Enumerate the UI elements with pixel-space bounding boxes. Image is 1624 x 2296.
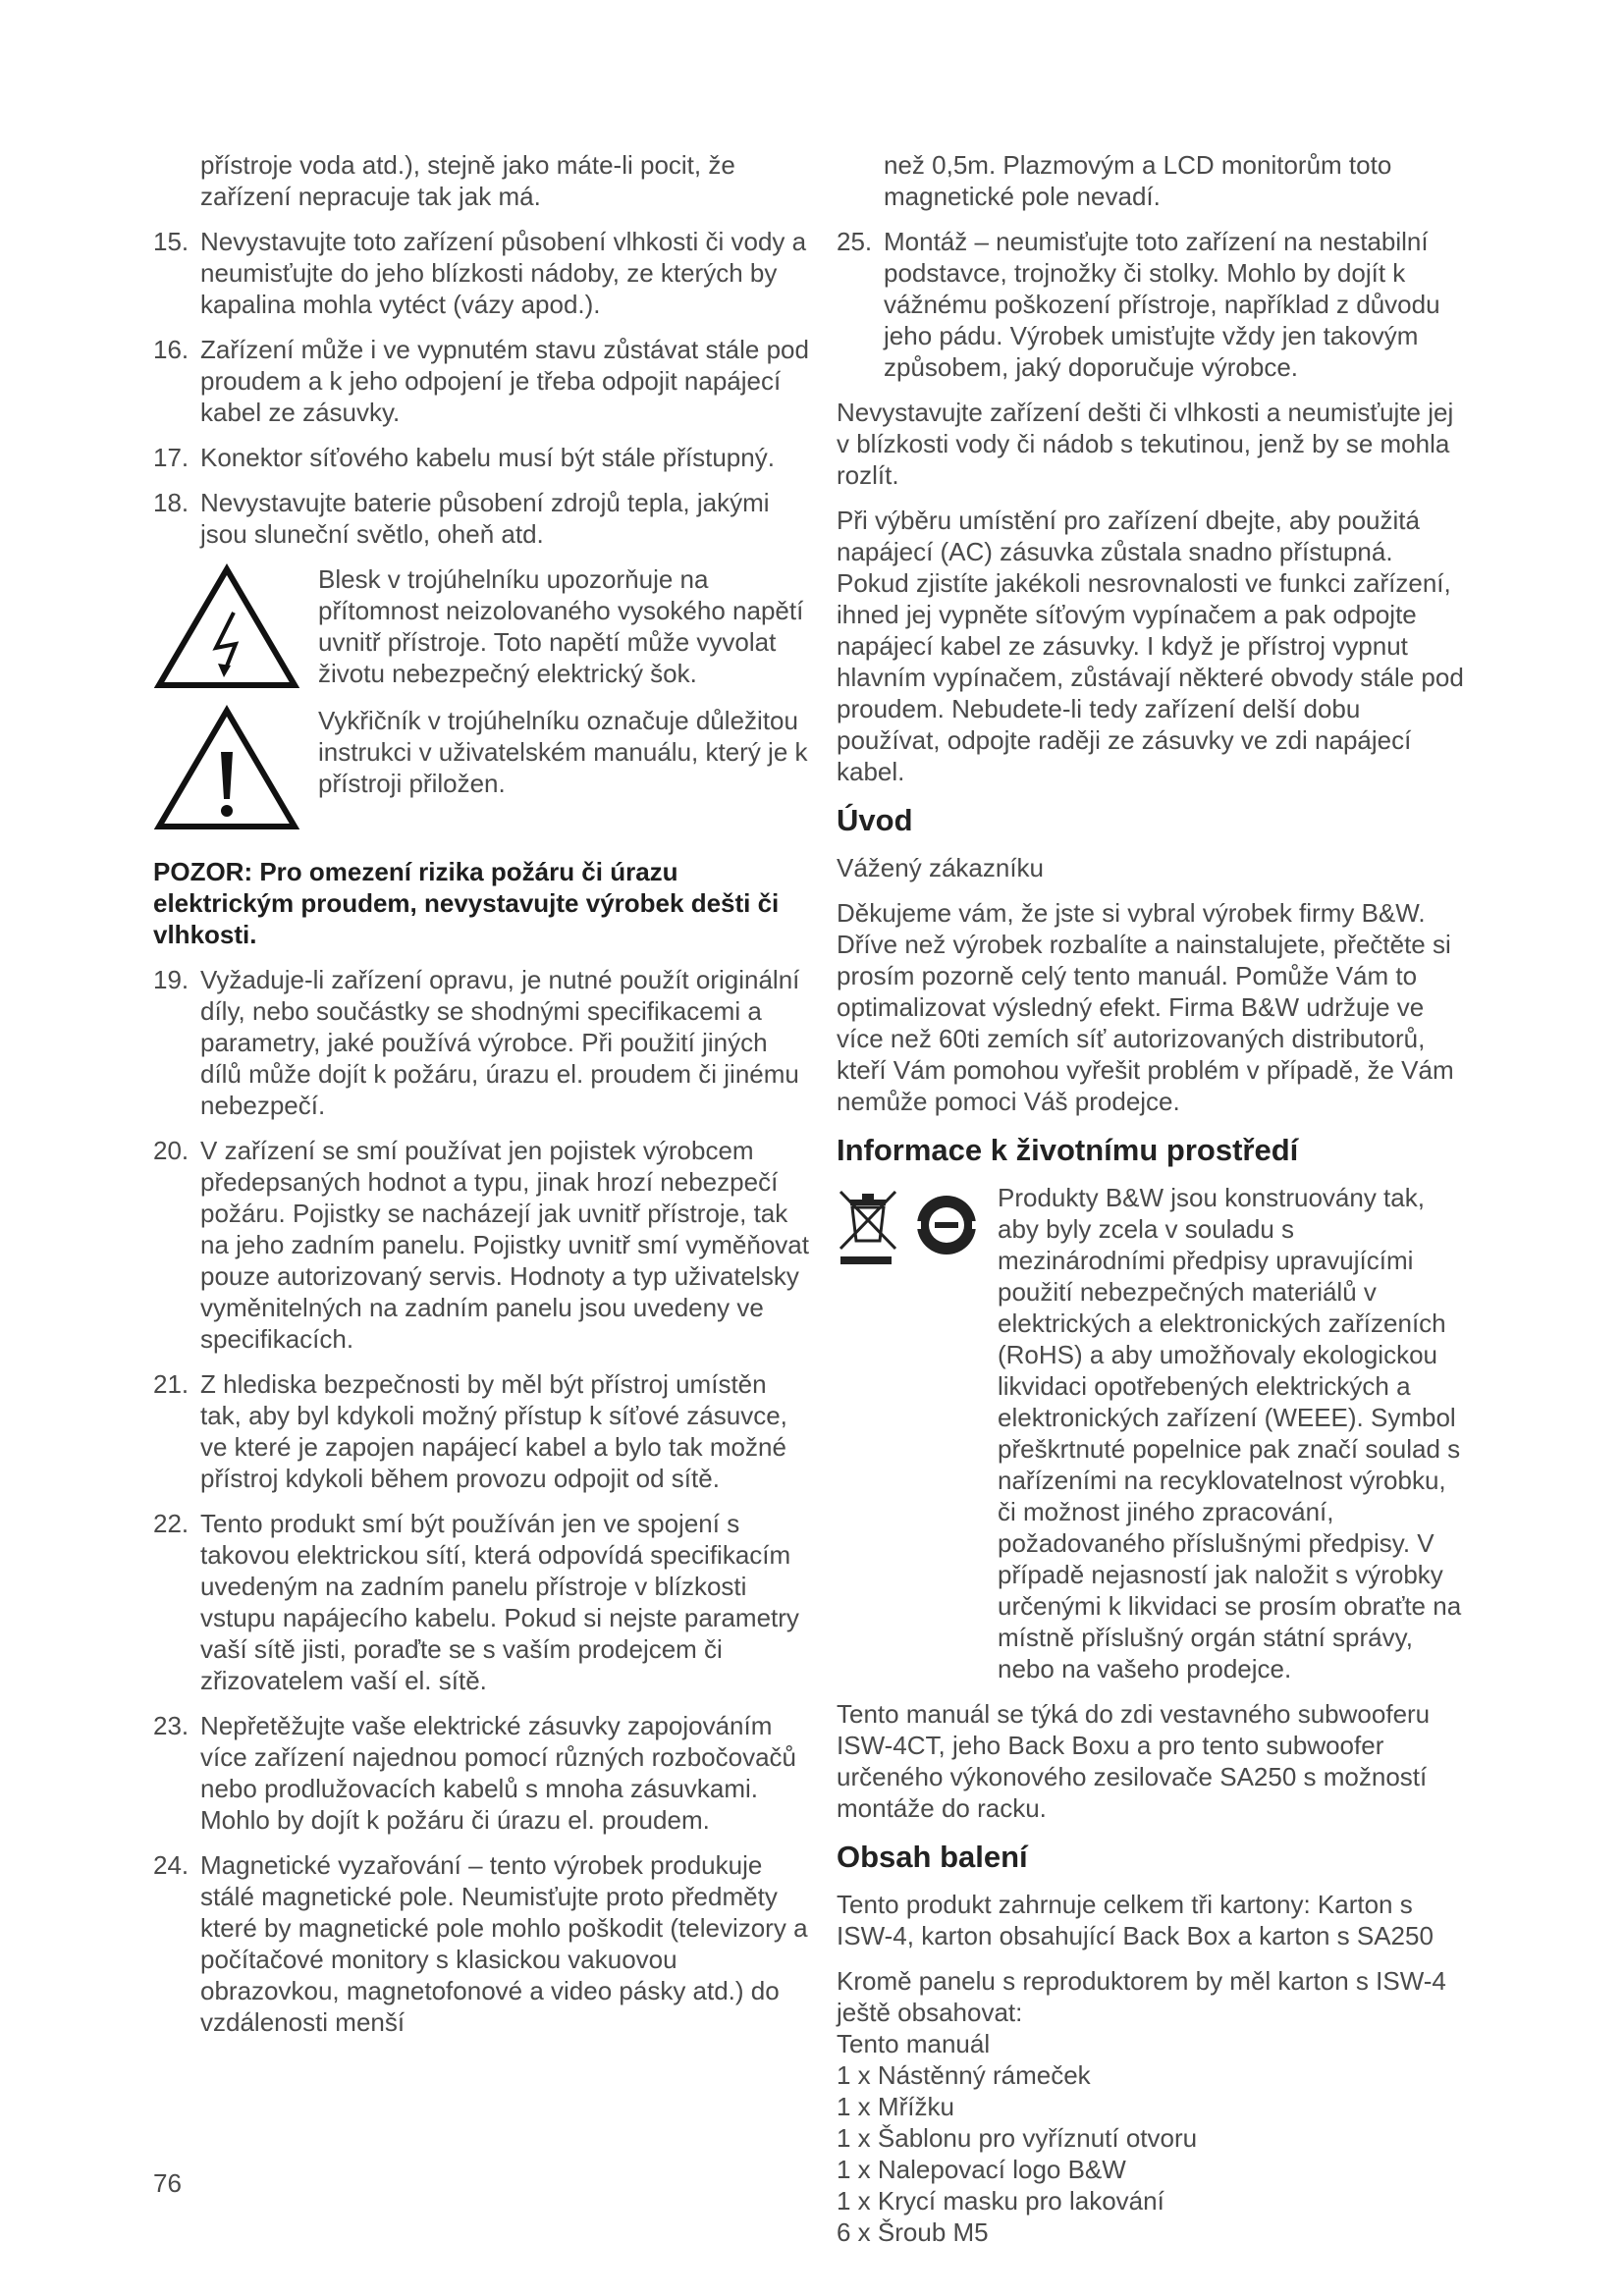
exclamation-triangle-icon <box>153 705 318 832</box>
list-item <box>837 226 1465 383</box>
contents-list <box>837 2028 1465 2248</box>
list-item <box>153 1710 809 1836</box>
paragraph: Tento manuál se týká do zdi vestavného subwooferu ISW-4CT, jeho Back Boxu a pro tento subwoofer určeného výkonového zesilovače SA250 s možností montáže do racku. <box>837 1699 1431 1823</box>
list-item <box>153 226 809 320</box>
list-item: Tento manuál <box>837 2029 991 2058</box>
page-number: 76 <box>153 2168 182 2198</box>
heading-obsah: Obsah balení <box>837 1840 1028 1874</box>
paragraph: Nevystavujte zařízení dešti či vlhkosti a neumisťujte jej v blízkosti vody či nádob s tekutinou, jenž by se mohla rozlít. <box>837 398 1454 490</box>
item-text: Magnetické vyzařování – tento výrobek produkuje stálé magnetické pole. Neumisťujte proto předměty které by magnetické pole mohlo poškodit (televizory a počítačové monitory s klasickou vakuovou obrazovkou, magnetofonové a video pásky atd.) do vzdálenosti menší <box>200 1850 808 2037</box>
list-item <box>153 1849 809 2038</box>
paragraph: Tento produkt zahrnuje celkem tři kartony: Karton s ISW-4, karton obsahující Back Box a karton s SA250 <box>837 1890 1434 1950</box>
item-text: Konektor síťového kabelu musí být stále přístupný. <box>200 443 775 472</box>
paragraph: Při výběru umístění pro zařízení dbejte, aby použitá napájecí (AC) zásuvka zůstala snadno přístupná. Pokud zjistíte jakékoli nesrovnalosti ve funkci zařízení, ihned jej vypněte síťovým vypínačem a pak odpojte napájecí kabel ze zásuvky. I když je přístroj vypnut hlavním vypínačem, zůstávají některé obvody stále pod proudem. Nebudete-li tedy zařízení delší dobu používat, odpojte raději ze zásuvky ve zdi napájecí kabel. <box>837 506 1464 786</box>
item-text: Z hlediska bezpečnosti by měl být přístroj umístěn tak, aby byl kdykoli možný přístup k síťové zásuvce, ve které je zapojen napájecí kabel a bylo tak možné přístroj kdykoli během provozu odpojit od sítě. <box>200 1369 787 1493</box>
list-item <box>153 334 809 428</box>
list-item <box>153 1508 809 1696</box>
lightning-triangle-icon <box>153 563 318 691</box>
exclamation-warning <box>153 705 809 832</box>
environment-icons <box>837 1182 998 1268</box>
item-text: Nepřetěžujte vaše elektrické zásuvky zapojováním více zařízení najednou pomocí různých rozbočovačů nebo prodlužovacích kabelů s mnoha zásuvkami. Mohlo by dojít k požáru či úrazu el. proudem. <box>200 1711 797 1835</box>
item-number: 20. <box>153 1136 189 1165</box>
item-number: 21. <box>153 1369 189 1399</box>
paragraph: Kromě panelu s reproduktorem by měl karton s ISW-4 ještě obsahovat: <box>837 1966 1446 2027</box>
list-item: 1 x Mřížku <box>837 2092 954 2121</box>
list-item: 6 x Šroub M5 <box>837 2217 989 2247</box>
item-text: Zařízení může i ve vypnutém stavu zůstávat stále pod proudem a k jeho odpojení je třeba odpojit napájecí kabel ze zásuvky. <box>200 335 809 427</box>
list-item: 1 x Šablonu pro vyříznutí otvoru <box>837 2123 1198 2153</box>
continued-text: přístroje voda atd.), stejně jako máte-li pocit, že zařízení nepracuje tak jak má. <box>200 150 735 211</box>
item-text: Montáž – neumisťujte toto zařízení na nestabilní podstavce, trojnožky či stolky. Mohlo by dojít k vážnému poškození přístroje, například z důvodu jeho pádu. Výrobek umisťujte vždy jen takovým způsobem, jaký doporučuje výrobce. <box>884 227 1440 382</box>
list-item <box>153 964 809 1121</box>
item-text: Tento produkt smí být používán jen ve spojení s takovou elektrickou sítí, která odpovídá specifikacím uvedeným na zadním panelu přístroje v blízkosti vstupu napájecího kabelu. Pokud si nejste parametry vaší sítě jisti, poraďte se s vaším prodejcem či zřizovatelem vaší el. sítě. <box>200 1509 799 1695</box>
item-text: Nevystavujte baterie působení zdrojů tepla, jakými jsou sluneční světlo, oheň atd. <box>200 488 770 549</box>
lightning-warning <box>153 563 809 691</box>
item-number: 16. <box>153 335 189 364</box>
list-item <box>153 487 809 550</box>
paragraph: Děkujeme vám, že jste si vybral výrobek firmy B&W. Dříve než výrobek rozbalíte a nainstalujete, přečtěte si prosím pozorně celý tento manuál. Pomůže Vám to optimalizovat výsledný efekt. Firma B&W udržuje ve více než 60ti zemích síť autorizovaných distributorů, kteří Vám pomohou vyřešit problém v případě, že Vám nemůže pomoci Váš prodejce. <box>837 898 1454 1116</box>
item-number: 25. <box>837 227 873 256</box>
list-item <box>153 1135 809 1355</box>
heading-environment: Informace k životnímu prostředí <box>837 1133 1299 1167</box>
item-number: 22. <box>153 1509 189 1538</box>
environment-section <box>837 1182 1465 1684</box>
left-column <box>153 149 809 2052</box>
list-item <box>153 1368 809 1494</box>
warning-text: Blesk v trojúhelníku upozorňuje na přítomnost neizolovaného vysokého napětí uvnitř přístroje. Toto napětí může vyvolat životu nebezpečný elektrický šok. <box>318 564 804 688</box>
item-text: V zařízení se smí používat jen pojistek výrobcem předepsaných hodnot a typu, jinak hrozí nebezpečí požáru. Pojistky se nacházejí jak uvnitř přístroje, tak na jeho zadním panelu. Pojistky uvnitř smí vyměňovat pouze autorizovaný servis. Hodnoty a typ uživatelsky vyměnitelných na zadním panelu jsou uvedeny ve specifikacích. <box>200 1136 809 1354</box>
list-item: 1 x Nástěnný rámeček <box>837 2060 1091 2090</box>
right-column <box>837 149 1465 2248</box>
item-text: Vyžaduje-li zařízení opravu, je nutné použít originální díly, nebo součástky se shodnými specifikacemi a parametry, jaké používá výrobce. Při použití jiných dílů může dojít k požáru, úrazu el. proudem či jinému nebezpečí. <box>200 965 800 1120</box>
continued-text: než 0,5m. Plazmovým a LCD monitorům toto magnetické pole nevadí. <box>884 150 1392 211</box>
heading-uvod: Úvod <box>837 803 913 837</box>
crossed-bin-icon <box>840 1192 895 1264</box>
item-number: 18. <box>153 488 189 517</box>
recycling-e-icon <box>913 1196 980 1255</box>
salutation: Vážený zákazníku <box>837 853 1045 882</box>
list-item <box>153 442 809 473</box>
item-text: Nevystavujte toto zařízení působení vlhkosti či vody a neumisťujte do jeho blízkosti nádoby, ze kterých by kapalina mohla vytéct (vázy apod.). <box>200 227 807 319</box>
item-number: 23. <box>153 1711 189 1740</box>
item-number: 19. <box>153 965 189 994</box>
list-item: 1 x Krycí masku pro lakování <box>837 2186 1164 2216</box>
item-number: 17. <box>153 443 189 472</box>
list-item: 1 x Nalepovací logo B&W <box>837 2155 1126 2184</box>
warning-text: Vykřičník v trojúhelníku označuje důležitou instrukci v uživatelském manuálu, který je k přístroji přiložen. <box>318 706 808 798</box>
item-number: 15. <box>153 227 189 256</box>
environment-text: Produkty B&W jsou konstruovány tak, aby byly zcela v souladu s mezinárodními předpisy upravujícími použití nebezpečných materiálů v elektrických a elektronických zařízeních (RoHS) a aby umožňovaly ekologickou likvidaci opotřebených elektrických a elektronických zařízení (WEEE). Symbol přeškrtnuté popelnice pak značí soulad s nařízeními na recyklovatelnost výrobku, či možnost jiného zpracování, požadovaného příslušnými předpisy. V případě nejasností jak naložit s výrobky určenými k likvidaci se prosím obraťte na místně příslušný orgán státní správy, nebo na vašeho prodejce. <box>998 1183 1462 1683</box>
caution-notice: POZOR: Pro omezení rizika požáru či úrazu elektrickým proudem, nevystavujte výrobek dešti či vlhkosti. <box>153 857 780 949</box>
item-number: 24. <box>153 1850 189 1880</box>
